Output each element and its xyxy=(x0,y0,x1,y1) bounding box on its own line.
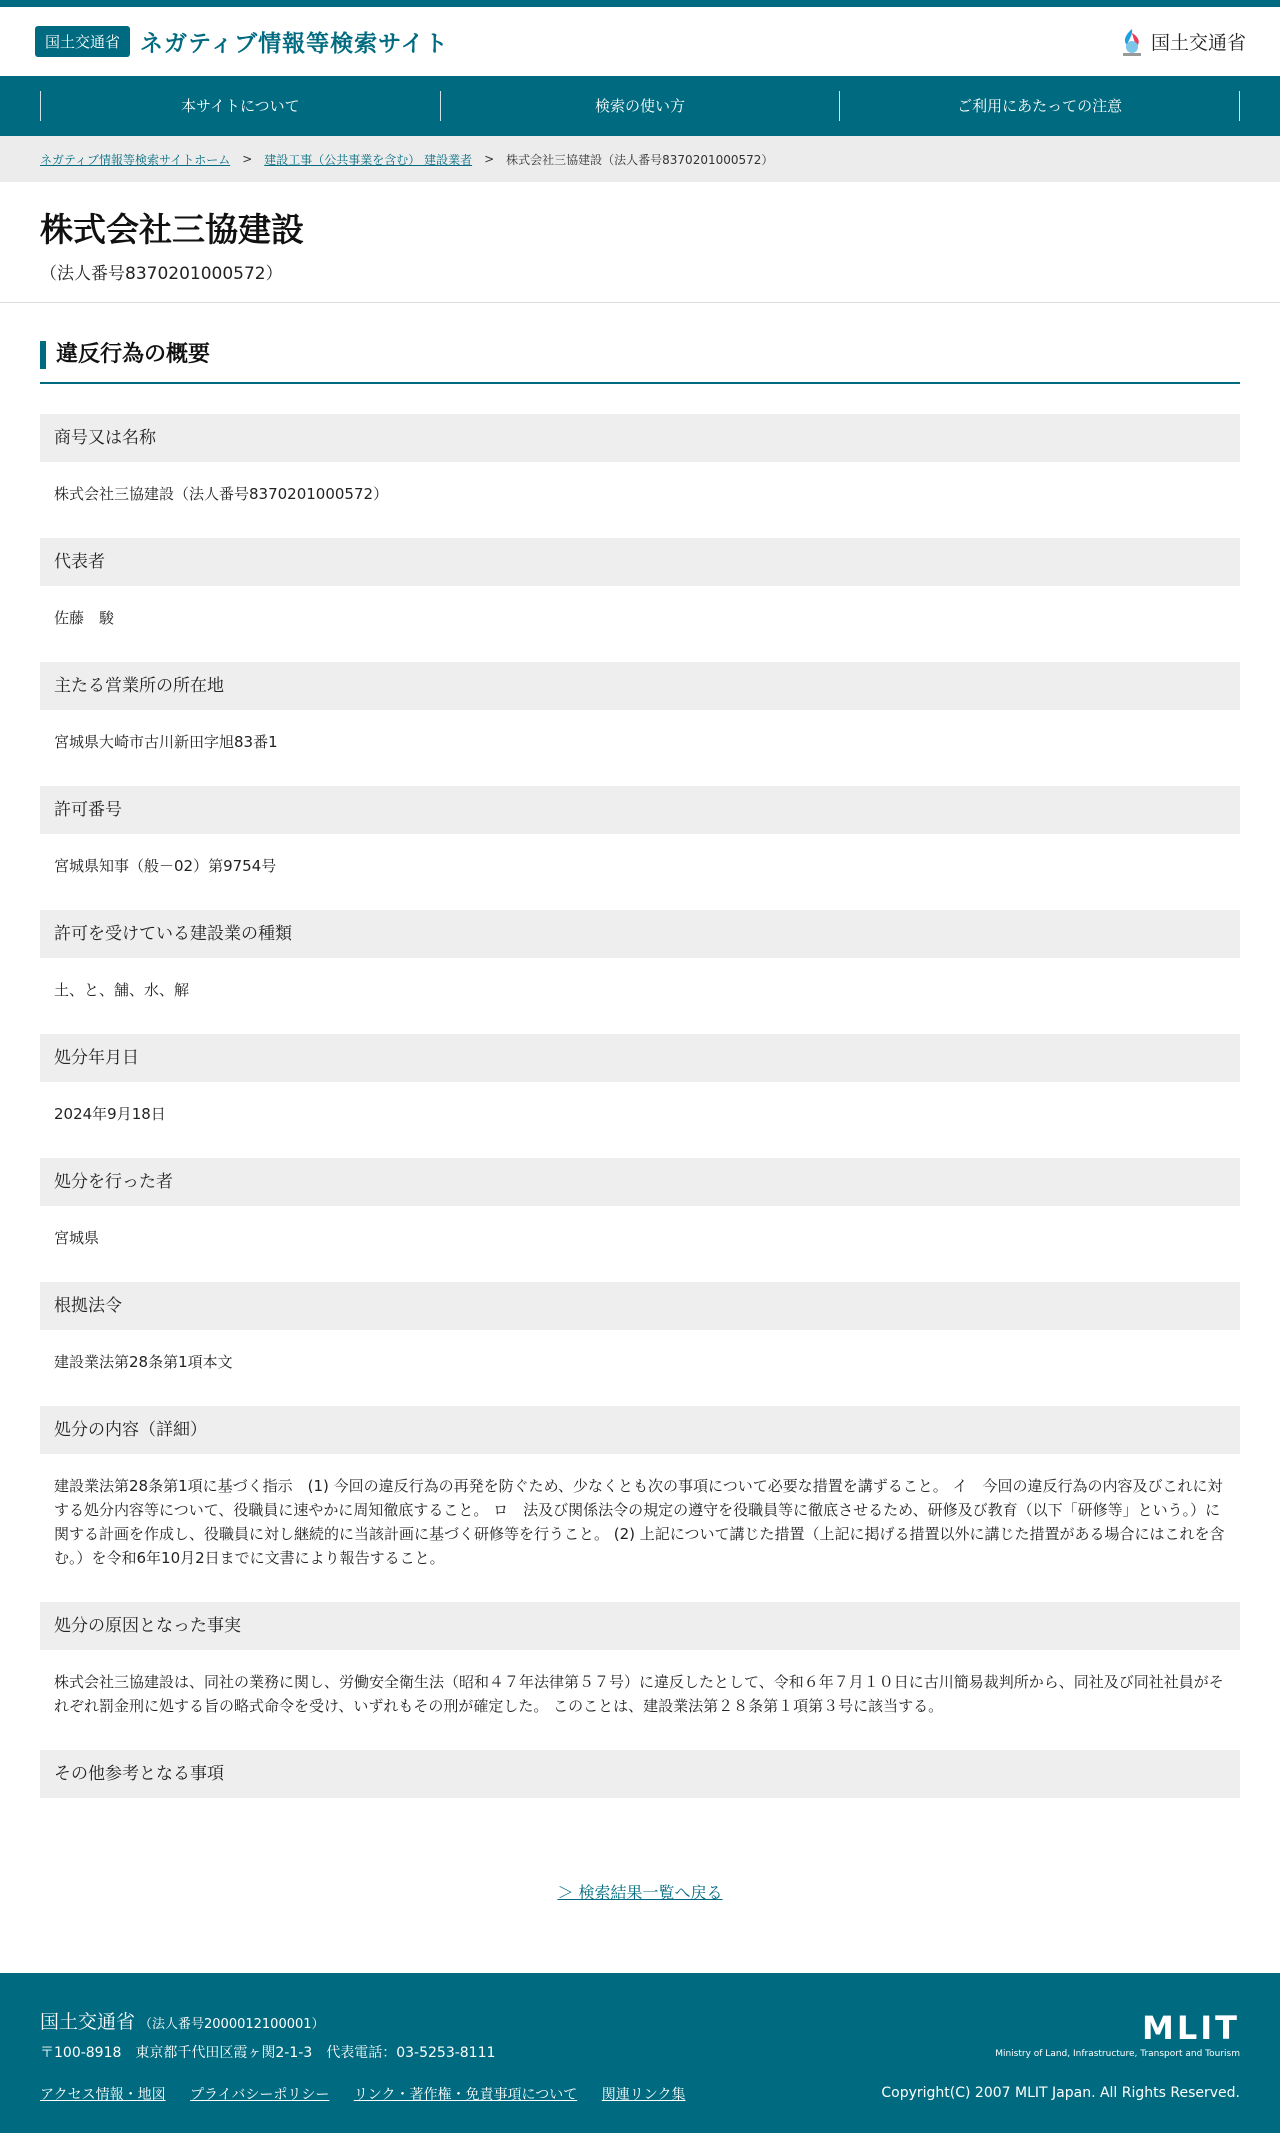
site-brand[interactable] xyxy=(35,25,449,58)
detail-label: 代表者 xyxy=(40,538,1240,586)
detail-value: 建設業法第28条第1項本文 xyxy=(54,1353,233,1371)
breadcrumb-current: 株式会社三協建設（法人番号8370201000572） xyxy=(506,152,774,167)
detail-item-other xyxy=(40,1750,1240,1798)
detail-item-disposition-date xyxy=(40,1034,1240,1146)
detail-value: 宮城県大崎市古川新田字旭83番1 xyxy=(54,733,278,751)
mlit-logo-mark: MLIT xyxy=(1142,2009,1240,2047)
footer-ministry-title: 国土交通省 xyxy=(40,2011,136,2033)
ministry-badge: 国土交通省 xyxy=(35,26,130,57)
nav-item-notice[interactable]: ご利用にあたっての注意 xyxy=(839,91,1240,121)
corporate-number: （法人番号8370201000572） xyxy=(40,264,283,284)
page-title: 株式会社三協建設 xyxy=(40,210,304,249)
back-link-area xyxy=(40,1810,1240,1973)
footer-link-related[interactable]: 関連リンク集 xyxy=(601,2087,686,2103)
detail-label: 処分年月日 xyxy=(40,1034,1240,1082)
detail-item-representative xyxy=(40,538,1240,650)
detail-value: 2024年9月18日 xyxy=(54,1105,166,1123)
detail-label: 処分の原因となった事実 xyxy=(40,1602,1240,1650)
site-footer xyxy=(0,1973,1280,2133)
breadcrumb xyxy=(0,136,1280,182)
detail-item-license-types xyxy=(40,910,1240,1022)
detail-value: 宮城県知事（般－02）第9754号 xyxy=(54,857,277,875)
detail-label: 許可を受けている建設業の種類 xyxy=(40,910,1240,958)
footer-link-copyright[interactable]: リンク・著作権・免責事項について xyxy=(353,2087,578,2103)
breadcrumb-separator: > xyxy=(484,152,495,166)
footer-link-access[interactable]: アクセス情報・地図 xyxy=(40,2087,166,2103)
detail-label: 主たる営業所の所在地 xyxy=(40,662,1240,710)
detail-label: 処分の内容（詳細） xyxy=(40,1406,1240,1454)
top-accent-line xyxy=(0,0,1280,7)
detail-item-address xyxy=(40,662,1240,774)
detail-value: 建設業法第28条第1項に基づく指示 (1) 今回の違反行為の再発を防ぐため、少なくとも次の事項について必要な措置を講ずること。 イ 今回の違反行為の内容及びこれに対する処分内容等について、役職員に速やかに周知徹底すること。 ロ 法及び関係法令の規定の遵守を役職員等に徹底させるため、研修及び教育（以下「研修等」という。）に関する計画を作成し、役職員に対し継続的に当該計画に基づく研修等を行うこと。 (2) 上記について講じた措置（上記に掲げる措置以外に講じた措置がある場合にはこれを含む。）を令和6年10月2日までに文書により報告すること。 xyxy=(54,1477,1225,1567)
detail-label: 根拠法令 xyxy=(40,1282,1240,1330)
detail-item-disposition-detail xyxy=(40,1406,1240,1590)
footer-address: 〒100-8918 東京都千代田区霞ヶ関2-1-3 代表電話：03-5253-8111 xyxy=(40,2045,496,2061)
detail-item-authority xyxy=(40,1158,1240,1270)
detail-value: 佐藤 駿 xyxy=(54,609,115,627)
detail-label: その他参考となる事項 xyxy=(40,1750,1240,1798)
detail-label: 処分を行った者 xyxy=(40,1158,1240,1206)
mlit-logo[interactable] xyxy=(995,2009,1240,2059)
nav-item-howto[interactable]: 検索の使い方 xyxy=(440,91,840,121)
section-divider xyxy=(40,382,1240,384)
detail-value: 株式会社三協建設は、同社の業務に関し、労働安全衛生法（昭和４７年法律第５７号）に違反したとして、令和６年７月１０日に古川簡易裁判所から、同社及び同社社員がそれぞれ罰金刑に処する旨の略式命令を受け、いずれもその刑が確定した。 このことは、建設業法第２８条第１項第３号に該当する。 xyxy=(54,1673,1224,1715)
page-title-block xyxy=(0,182,1280,303)
detail-value: 株式会社三協建設（法人番号8370201000572） xyxy=(54,485,389,503)
detail-label: 許可番号 xyxy=(40,786,1240,834)
back-to-results-link[interactable]: ＞ 検索結果一覧へ戻る xyxy=(557,1883,723,1902)
breadcrumb-category-link[interactable]: 建設工事（公共事業を含む） 建設業者 xyxy=(264,152,473,167)
mlit-emblem-icon xyxy=(1119,27,1145,57)
nav-item-about[interactable]: 本サイトについて xyxy=(40,91,440,121)
site-title[interactable]: ネガティブ情報等検索サイト xyxy=(140,31,449,57)
detail-value: 土、と、舗、水、解 xyxy=(54,981,190,999)
breadcrumb-home-link[interactable]: ネガティブ情報等検索サイトホーム xyxy=(40,152,231,167)
detail-value: 宮城県 xyxy=(54,1229,100,1247)
ministry-logo[interactable] xyxy=(1119,27,1246,57)
detail-label: 商号又は名称 xyxy=(40,414,1240,462)
footer-link-privacy[interactable]: プライバシーポリシー xyxy=(190,2087,330,2103)
breadcrumb-separator: > xyxy=(242,152,253,166)
footer-copyright: Copyright(C) 2007 MLIT Japan. All Rights Reserved. xyxy=(881,2085,1240,2101)
detail-item-name xyxy=(40,414,1240,526)
global-nav xyxy=(0,76,1280,136)
section-title: 違反行為の概要 xyxy=(40,341,1240,369)
detail-item-legal-basis xyxy=(40,1282,1240,1394)
site-header xyxy=(0,7,1280,76)
main-content xyxy=(0,303,1280,1973)
mlit-logo-subtitle: Ministry of Land, Infrastructure, Transport and Tourism xyxy=(995,2049,1240,2059)
detail-item-cause xyxy=(40,1602,1240,1738)
ministry-logo-text: 国土交通省 xyxy=(1150,32,1246,54)
footer-corp-number: （法人番号2000012100001） xyxy=(139,2017,325,2032)
detail-item-license-number xyxy=(40,786,1240,898)
